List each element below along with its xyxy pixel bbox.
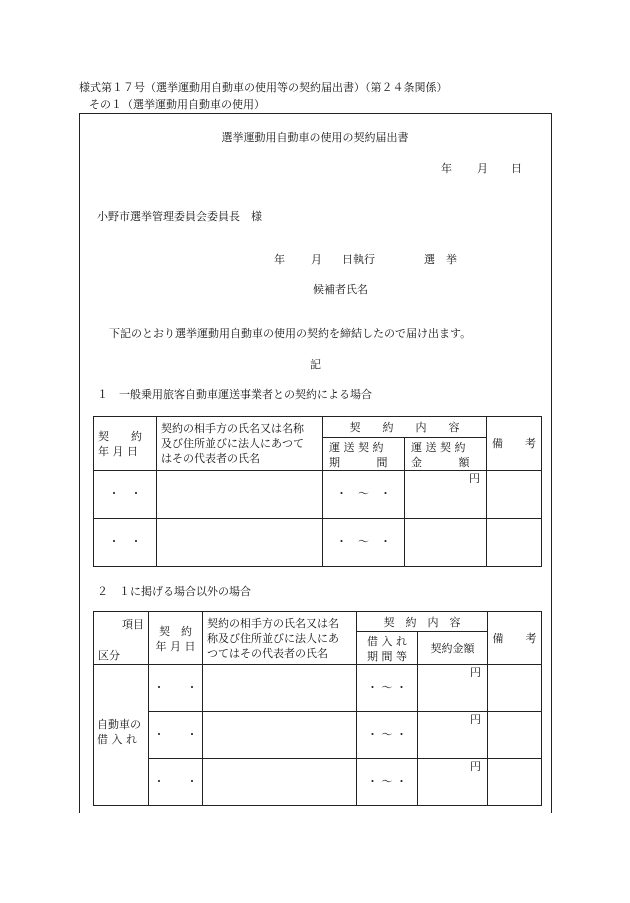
table-row [94,471,542,519]
s1-header-period: 運 送 契 約 期 間 [323,438,405,471]
doc-title: 選挙運動用自動車の使用の契約届出書 [221,131,409,144]
s1-row2-amount [405,519,487,567]
s2-header-period: 借 入 れ 期 間 等 [357,632,418,665]
s1-row2-date: ・ ・ [94,519,157,567]
s1-row2-party [157,519,323,567]
s1-row1-party [157,471,323,519]
s2-row3-party [203,759,357,806]
table-row [94,665,542,712]
s1-header-party: 契約の相手方の氏名又は名称 及び住所並びに法人にあつて はその代表者の氏名 [157,417,323,471]
exec-day: 日執行 [342,253,375,266]
form-number: 様式第１７号（選挙運動用自動車の使用等の契約届出書）（第２４条関係） [79,81,448,94]
s2-row2-period: ・ ～ ・ [357,712,418,759]
s1-row1-note [487,471,542,519]
s2-row1-period: ・ ～ ・ [357,665,418,712]
exec-month: 月 [311,253,322,266]
s2-header-item: 項目 区分 [94,612,149,665]
section1-table [93,416,542,567]
s1-header-contract: 契 約 内 容 [323,417,487,438]
s2-row3-note [488,759,542,806]
s2-row-label: 自動車の 借 入 れ [94,665,149,806]
s1-header-note: 備 考 [487,417,542,471]
s2-row3-amount: 円 [418,759,488,806]
s2-header-party: 契約の相手方の氏名又は名 称及び住所並びに法人にあ つてはその代表者の氏名 [203,612,357,665]
date-month: 月 [477,162,488,175]
s1-row2-note [487,519,542,567]
form-subtitle: その１（選挙運動用自動車の使用） [89,98,265,111]
s2-row1-party [203,665,357,712]
s2-header-note: 備 考 [488,612,542,665]
date-year: 年 [441,162,452,175]
ki-label: 記 [310,358,321,371]
s1-header-date: 契 約 年 月 日 [94,417,157,471]
exec-year: 年 [274,253,285,266]
body-text: 下記のとおり選挙運動用自動車の使用の契約を締結したので届け出ます。 [109,327,472,340]
s2-row2-date: ・ ・ [149,712,203,759]
election-label: 選 挙 [424,253,457,266]
s1-row2-period: ・ ～ ・ [323,519,405,567]
section1-heading: １ 一般乗用旅客自動車運送事業者との契約による場合 [97,388,372,401]
s1-row1-period: ・ ～ ・ [323,471,405,519]
s2-row3-period: ・ ～ ・ [357,759,418,806]
section2-heading: ２ １に掲げる場合以外の場合 [97,585,251,598]
s2-row1-date: ・ ・ [149,665,203,712]
s2-row3-date: ・ ・ [149,759,203,806]
table-row [94,759,542,806]
date-day: 日 [511,162,522,175]
s2-row2-party [203,712,357,759]
s2-header-date: 契 約 年 月 日 [149,612,203,665]
section2-table [93,611,542,806]
s2-header-amount: 契約金額 [418,632,488,665]
table-row [94,519,542,567]
s1-row1-amount: 円 [405,471,487,519]
s2-row2-note [488,712,542,759]
candidate-label: 候補者氏名 [313,283,368,296]
s2-row1-note [488,665,542,712]
table-row [94,712,542,759]
s1-row1-date: ・ ・ [94,471,157,519]
s2-row2-amount: 円 [418,712,488,759]
s2-header-contract: 契 約 内 容 [357,612,488,632]
s1-header-amount: 運 送 契 約 金 額 [405,438,487,471]
addressee: 小野市選挙管理委員会委員長 様 [97,210,262,223]
s2-row1-amount: 円 [418,665,488,712]
